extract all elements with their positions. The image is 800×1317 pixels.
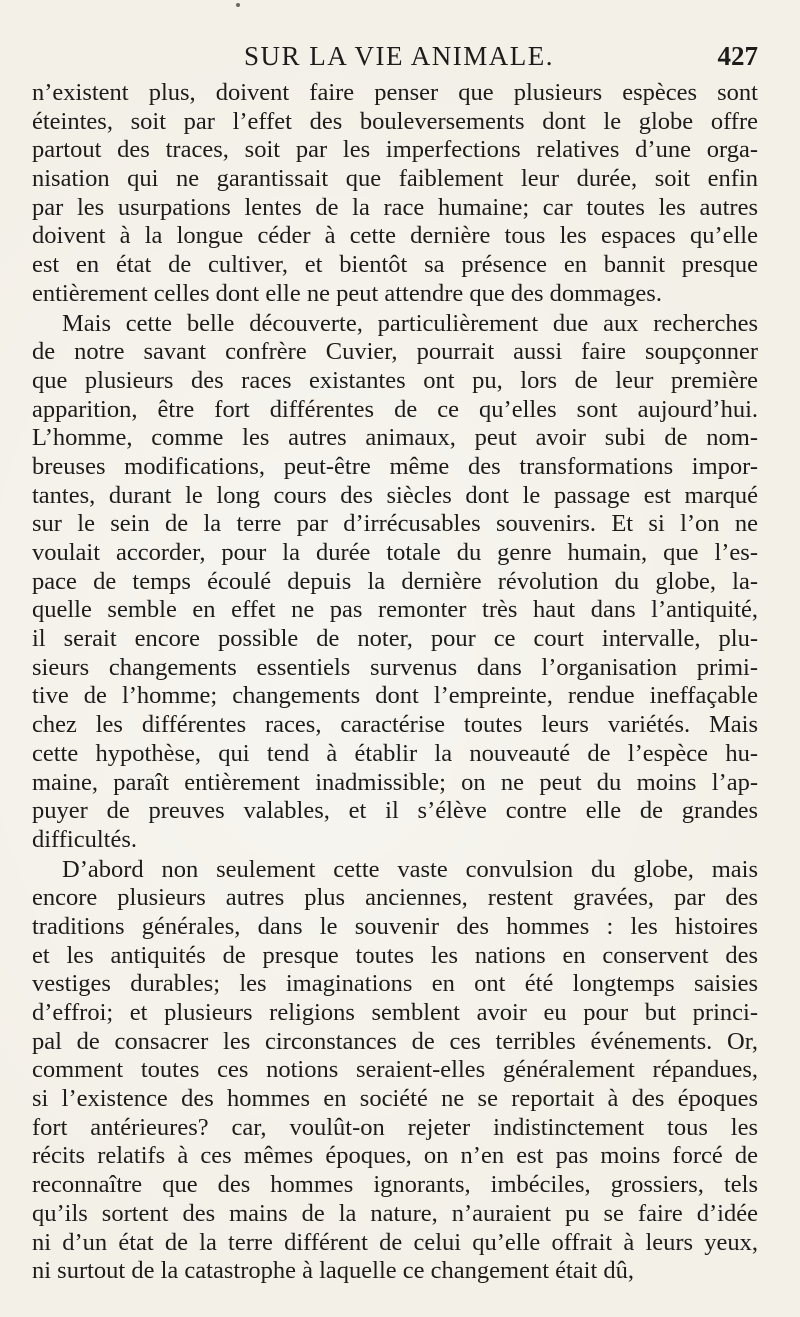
text-line: L’homme, comme les autres animaux, peut avoir subi de nom- xyxy=(32,424,758,452)
text-line: voulait accorder, pour la durée totale du genre humain, que l’es- xyxy=(32,539,758,566)
text-line: sur le sein de la terre par d’irrécusables souvenirs. Et si l’on ne xyxy=(32,510,758,538)
text-line: D’abord non seulement cette vaste convulsion du globe, mais xyxy=(62,855,758,883)
text-line: entièrement celles dont elle ne peut attendre que des dommages. xyxy=(32,279,662,307)
text-line: quelle semble en effet ne pas remonter très haut dans l’antiquité, xyxy=(32,596,758,624)
paragraph xyxy=(32,856,758,1286)
text-line: comment toutes ces notions seraient-elles généralement répandues, xyxy=(32,1056,758,1084)
text-line: qu’ils sortent des mains de la nature, n’auraient pu se faire d’idée xyxy=(32,1199,758,1227)
text-line: cette hypothèse, qui tend à établir la nouveauté de l’espèce hu- xyxy=(32,739,758,767)
text-line: n’existent plus, doivent faire penser que plusieurs espèces sont xyxy=(32,79,758,106)
text-line: est en état de cultiver, et bientôt sa présence en bannit presque xyxy=(32,251,758,279)
text-line: fort antérieures? car, voulût-on rejeter indistinctement tous les xyxy=(32,1113,758,1141)
text-line: apparition, être fort différentes de ce qu’elles sont aujourd’hui. xyxy=(32,395,758,423)
text-line: récits relatifs à ces mêmes époques, on n’en est pas moins forcé de xyxy=(32,1142,758,1170)
page-number: 427 xyxy=(717,41,758,71)
text-line: que plusieurs des races existantes ont pu, lors de leur première xyxy=(32,366,758,394)
running-title: SUR LA VIE ANIMALE. xyxy=(244,41,555,71)
body-text xyxy=(32,79,758,1286)
text-line: ni surtout de la catastrophe à laquelle ce changement était dû, xyxy=(32,1257,635,1285)
text-line: si l’existence des hommes en société ne se reportait à des époques xyxy=(32,1085,758,1113)
text-line: sieurs changements essentiels survenus dans l’organisation primi- xyxy=(32,653,758,681)
text-line: puyer de preuves valables, et il s’élève contre elle de grandes xyxy=(32,797,758,825)
text-line: il serait encore possible de noter, pour ce court intervalle, plu- xyxy=(32,625,758,653)
text-line: chez les différentes races, caractérise toutes leurs variétés. Mais xyxy=(32,711,758,739)
text-line: et les antiquités de presque toutes les nations en conservent des xyxy=(32,941,758,969)
text-line: pal de consacrer les circonstances de ces terribles événements. Or, xyxy=(32,1027,758,1055)
text-line: partout des traces, soit par les imperfections relatives d’une orga- xyxy=(32,136,758,164)
ink-speck xyxy=(236,3,240,7)
text-line: tantes, durant le long cours des siècles dont le passage est marqué xyxy=(32,481,758,509)
text-line: de notre savant confrère Cuvier, pourrait aussi faire soupçonner xyxy=(32,338,758,366)
text-line: Mais cette belle découverte, particulièrement due aux recherches xyxy=(62,309,758,337)
paragraph xyxy=(32,79,758,309)
page-header xyxy=(32,36,758,76)
text-line: maine, paraît entièrement inadmissible; on ne peut du moins l’ap- xyxy=(32,768,758,796)
text-line: éteintes, soit par l’effet des bouleversements dont le globe offre xyxy=(32,107,758,135)
text-line: nisation qui ne garantissait que faiblement leur durée, soit enfin xyxy=(32,165,758,193)
text-line: encore plusieurs autres plus anciennes, restent gravées, par des xyxy=(32,884,758,912)
text-line: ni d’un état de la terre différent de celui qu’elle offrait à leurs yeux, xyxy=(32,1228,758,1256)
text-line: breuses modifications, peut-être même des transformations impor- xyxy=(32,452,758,480)
text-line: doivent à la longue céder à cette dernière tous les espaces qu’elle xyxy=(32,222,758,250)
text-line: difficultés. xyxy=(32,825,138,853)
text-line: pace de temps écoulé depuis la dernière révolution du globe, la- xyxy=(32,567,758,595)
text-line: vestiges durables; les imaginations en ont été longtemps saisies xyxy=(32,970,758,998)
text-line: par les usurpations lentes de la race humaine; car toutes les autres xyxy=(32,193,758,221)
paragraph xyxy=(32,310,758,855)
text-line: tive de l’homme; changements dont l’empreinte, rendue ineffaçable xyxy=(32,682,758,710)
text-line: traditions générales, dans le souvenir des hommes : les histoires xyxy=(32,912,758,940)
text-line: reconnaître que des hommes ignorants, imbéciles, grossiers, tels xyxy=(32,1171,758,1199)
text-line: d’effroi; et plusieurs religions semblent avoir eu pour but princi- xyxy=(32,999,758,1026)
